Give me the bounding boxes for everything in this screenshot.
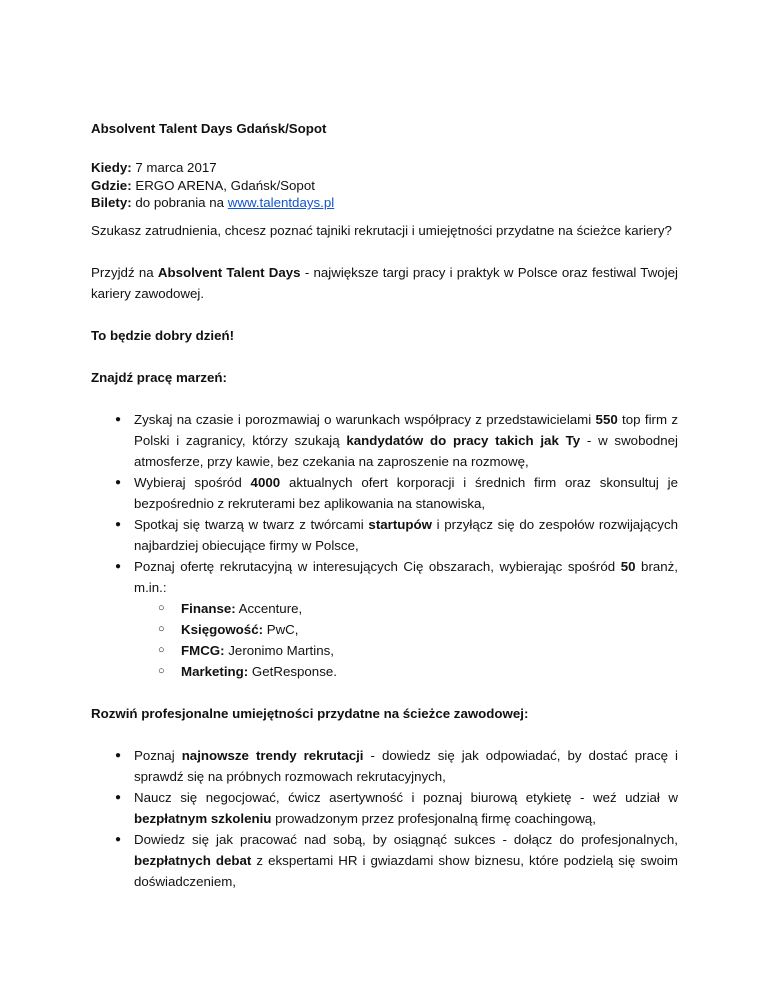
industry-item [134, 640, 678, 661]
item-number: 4000 [250, 474, 281, 490]
item-text: aktualnych ofert korporacji i średnich firm oraz skonsultuj je bezpośrednio z rekruterami bez aplikowania na stanowiska, [134, 474, 678, 511]
section-heading-job: Znajdź pracę marzeń: [91, 369, 227, 385]
document-body [91, 118, 678, 913]
item-text: Spotkaj się twarzą w twarz z twórcami [134, 516, 369, 532]
job-benefits-list [91, 409, 678, 682]
invite-text-post: - największe targi pracy i praktyk w Polsce oraz festiwal Twojej kariery zawodowej. [91, 264, 678, 301]
location-label: Gdzie: [91, 177, 132, 193]
list-item [91, 787, 678, 829]
industry-company: Accenture, [235, 600, 303, 616]
location-value: ERGO ARENA, Gdańsk/Sopot [131, 177, 315, 193]
item-text: - w swobodnej atmosferze, przy kawie, bez czekania na zaproszenie na rozmowę, [134, 432, 679, 469]
item-text: Naucz się negocjować, ćwicz asertywność i poznaj biurową etykietę - weź udział w [134, 789, 678, 805]
industry-label: Marketing: [181, 663, 249, 679]
tickets-value: do pobrania na [131, 195, 228, 210]
item-emphasis: bezpłatnych debat [134, 852, 252, 868]
invite-text-pre: Przyjdź na [91, 264, 158, 280]
intro-paragraph: Szukasz zatrudnienia, chcesz poznać tajniki rekrutacji i umiejętności przydatne na ścieżce kariery? [91, 222, 672, 238]
item-text: prowadzonym przez profesjonalną firmę coachingową, [271, 810, 596, 826]
list-item [91, 556, 678, 682]
item-text: top firm z Polski i zagranicy, którzy szukają [134, 411, 678, 448]
item-text: Poznaj [134, 747, 182, 763]
item-text: Wybieraj spośród [134, 474, 251, 490]
tickets-link[interactable]: www.talentdays.pl [227, 195, 335, 210]
list-item [91, 745, 678, 787]
industry-company: Jeronimo Martins, [224, 642, 334, 658]
item-emphasis: kandydatów do pracy takich jak Ty [346, 432, 581, 448]
industry-item [134, 598, 678, 619]
item-emphasis: najnowsze trendy rekrutacji [181, 747, 364, 763]
item-text: Zyskaj na czasie i porozmawiaj o warunkach współpracy z przedstawicielami [134, 411, 596, 427]
item-number: 550 [595, 411, 618, 427]
invite-event-name: Absolvent Talent Days [157, 264, 301, 280]
section-heading-skills: Rozwiń profesjonalne umiejętności przydatne na ścieżce zawodowej: [91, 705, 529, 721]
item-text: Poznaj ofertę rekrutacyjną w interesujących Cię obszarach, wybierając spośród [134, 558, 621, 574]
event-title: Absolvent Talent Days Gdańsk/Sopot [91, 121, 327, 136]
list-item [91, 409, 678, 472]
industry-company: PwC, [263, 621, 299, 637]
industry-label: Księgowość: [181, 621, 264, 637]
item-emphasis: startupów [368, 516, 432, 532]
industry-item [134, 661, 678, 682]
industry-item [134, 619, 678, 640]
industry-label: FMCG: [181, 642, 225, 658]
item-number: 50 [620, 558, 636, 574]
item-text: i przyłącz się do zespołów rozwijających najbardziej obiecujące firmy w Polsce, [134, 516, 678, 553]
item-text: branż, m.in.: [134, 558, 679, 595]
date-value: 7 marca 2017 [131, 160, 217, 175]
item-text: z ekspertami HR i gwiazdami show biznesu, które podzielą się swoim doświadczeniem, [134, 852, 678, 889]
event-location-line [91, 177, 678, 195]
invite-paragraph [91, 262, 678, 304]
industry-company: GetResponse. [248, 663, 337, 679]
industry-label: Finanse: [181, 600, 236, 616]
date-label: Kiedy: [91, 160, 132, 175]
list-item [91, 514, 678, 556]
list-item [91, 472, 678, 514]
skills-list [91, 745, 678, 892]
event-details [91, 159, 678, 212]
item-emphasis: bezpłatnym szkoleniu [134, 810, 272, 826]
tagline-heading: To będzie dobry dzień! [91, 327, 235, 343]
list-item [91, 829, 678, 892]
industries-list [134, 598, 678, 682]
item-text: - dowiedz się jak odpowiadać, by dostać pracę i sprawdź się na próbnych rozmowach rekrutacyjnych, [134, 747, 678, 784]
item-text: Dowiedz się jak pracować nad sobą, by osiągnąć sukces - dołącz do profesjonalnych, [134, 831, 678, 847]
event-tickets-line [91, 194, 678, 212]
tickets-label: Bilety: [91, 195, 132, 210]
event-date-line [91, 159, 678, 177]
